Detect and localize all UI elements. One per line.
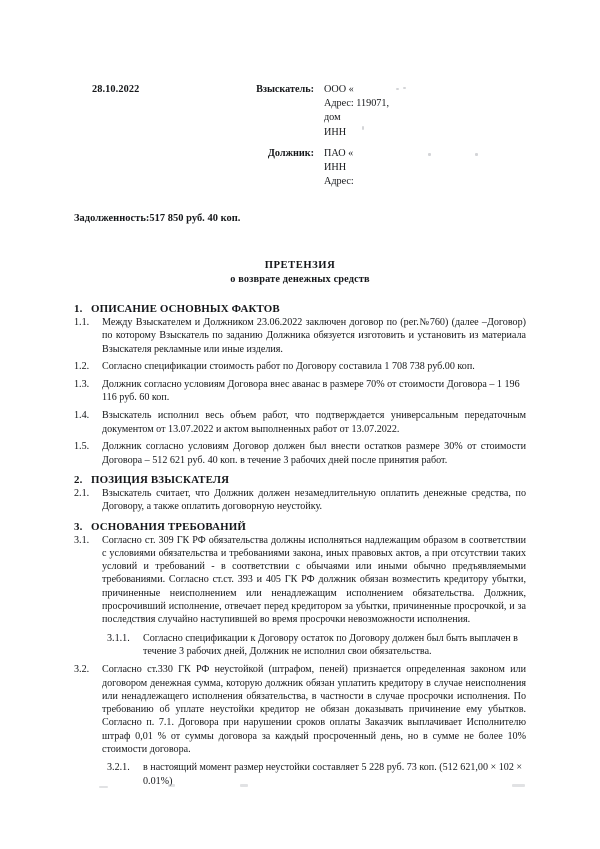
clause-text: Согласно ст. 309 ГК РФ обязательства должны исполняться надлежащим образом в соответствии с условиями обязательства и требованиями закона, иных правовых актов, а при отсутствии таких условий и требований - в соответствии с обычаями или иными обычно предъявляемыми требованиями. Согласно ст.ст. 393 и 405 ГК РФ должник обязан возместить кредитору убытки, причиненные неисполнением или ненадлежащим исполнением обязательства. Должник, просрочивший исполнение, отвечает перед кредитором за убытки, причиненные просрочкой, и за последствия случайно наступившей во время просрочки невозможности исполнения.: [102, 534, 526, 626]
clause-text: Взыскатель считает, что Должник должен незамедлительную оплатить денежные средства, по Договору, а также оплатить договорную неустойку.: [102, 487, 526, 513]
debtor-line-address: Адрес:: [324, 176, 354, 188]
clause-text: Между Взыскателем и Должником 23.06.2022 заключен договор по (рег.№760) (далее –Договор) по которому Взыскатель по заданию Должника обязуется изготовить и установить из материала Взыскателя рекламные или иные изделия.: [102, 317, 526, 355]
clause-1-1: [74, 316, 526, 356]
scan-artifact: [168, 784, 175, 787]
clause-number: 2.1.: [74, 487, 90, 499]
document-subtitle: о возврате денежных средств: [230, 274, 370, 285]
clause-1-3: [74, 378, 526, 405]
clause-number: 3.2.1.: [107, 762, 130, 774]
redaction-speckle: [362, 126, 364, 130]
section-heading-1: [74, 303, 526, 315]
clause-1-5: [74, 440, 526, 467]
title-block: [0, 260, 600, 285]
clause-number: 1.1.: [74, 317, 90, 328]
clause-text: Согласно спецификации стоимость работ по Договору составила 1 708 738 руб.00 коп.: [102, 361, 475, 373]
section-number-2: 2.: [74, 473, 83, 486]
claimant-line-address: Адрес: 119071,: [324, 98, 390, 110]
redaction-speckle: [428, 153, 431, 156]
claimant-line-house: дом: [324, 112, 341, 124]
clause-text: Согласно спецификации к Договору остаток по Договору должен был быть выплачен в течение 3 рабочих дней, Должник не исполнил свои обязательства.: [143, 632, 518, 657]
clause-text: в настоящий момент размер неустойки составляет 5 228 руб. 73 коп. (512 621,00 × 102 × 0.01%): [143, 762, 523, 787]
clause-3-1-1: [107, 632, 526, 659]
redaction-speckle: [396, 88, 399, 90]
clause-number: 1.2.: [74, 361, 90, 373]
section-heading-3: [74, 521, 526, 533]
clause-text: Согласно ст.330 ГК РФ неустойкой (штрафом, пеней) признается определенная законом или договором денежная сумма, которую должник обязан уплатить кредитору в случае неисполнения или ненадлежащего исполнения обязательства, в частности в случае просрочки исполнения. По требованию об уплате неустойки кредитор не обязан доказывать причинение ему убытков. Согласно п. 7.1. Договора при нарушении сроков оплаты Заказчик выплачивает Исполнителю штраф 0,01 % от суммы договора за каждый просроченный день, но в сумме не более 10% стоимости договора.: [102, 664, 526, 756]
debtor-line-inn: ИНН: [324, 162, 347, 174]
section-number-1: 1.: [74, 303, 83, 315]
document-body: [74, 303, 526, 793]
clause-number: 3.1.: [74, 534, 90, 546]
scan-artifact: [512, 784, 525, 787]
clause-text: Взыскатель исполнил весь объем работ, что подтверждается универсальным передаточным документом от 13.07.2022 и актом выполненных работ от 13.07.2022.: [102, 410, 526, 435]
clause-number: 3.2.: [74, 664, 90, 676]
document-date: 28.10.2022: [92, 84, 140, 95]
clause-3-1: [74, 534, 526, 627]
document-header: [0, 78, 600, 208]
section-title-3: ОСНОВАНИЯ ТРЕБОВАНИЙ: [91, 520, 247, 533]
clause-1-4: [74, 409, 526, 436]
debtor-details: [324, 147, 354, 190]
clause-2-1: [74, 487, 526, 514]
claimant-details: [324, 83, 389, 140]
section-title-2: ПОЗИЦИЯ ВЗЫСКАТЕЛЯ: [91, 473, 230, 486]
scan-artifact: [99, 786, 108, 788]
claimant-line-name: ООО «: [324, 84, 354, 95]
section-heading-2: [74, 474, 526, 486]
scan-artifact: [240, 784, 248, 787]
clause-number: 3.1.1.: [107, 632, 130, 644]
document-title: ПРЕТЕНЗИЯ: [264, 260, 336, 271]
debt-total: Задолженность:517 850 руб. 40 коп.: [74, 213, 241, 224]
clause-number: 1.5.: [74, 441, 90, 453]
claimant-label: Взыскатель:: [256, 84, 314, 95]
clause-3-2: [74, 663, 526, 756]
debtor-block: [236, 147, 354, 190]
section-title-1: ОПИСАНИЕ ОСНОВНЫХ ФАКТОВ: [91, 303, 280, 315]
redaction-speckle: [475, 153, 478, 156]
claimant-block: [236, 83, 389, 140]
clause-text: Должник согласно условиям Договор должен был внести остатков размере 30% от стоимости Договора – 512 621 руб. 40 коп. в течение 3 рабочих дней после принятия работ.: [102, 441, 526, 466]
clause-text: Должник согласно условиям Договора внес аванас в размере 70% от стоимости Договора – 1 196 116 руб. 60 коп.: [102, 379, 520, 404]
clause-number: 1.3.: [74, 379, 90, 391]
clause-number: 1.4.: [74, 410, 90, 422]
debtor-line-name: ПАО «: [324, 148, 354, 159]
clause-1-2: [74, 360, 526, 373]
claimant-line-inn: ИНН: [324, 126, 347, 138]
debtor-label: Должник:: [267, 148, 314, 159]
redaction-speckle: [403, 87, 406, 89]
section-number-3: 3.: [74, 520, 83, 533]
